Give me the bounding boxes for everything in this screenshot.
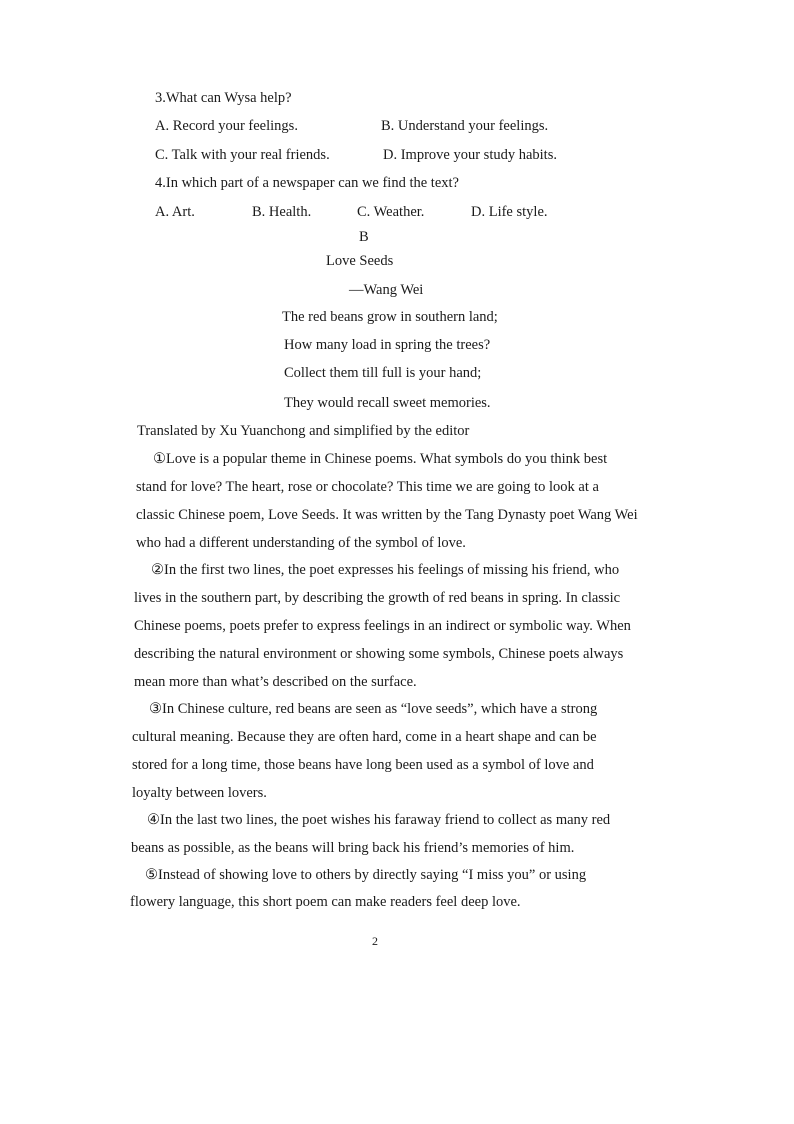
paragraph-5-line-1: ⑤Instead of showing love to others by directly saying “I miss you” or using	[145, 867, 587, 883]
question-4-option-c: C. Weather.	[357, 204, 425, 220]
paragraph-2-line-3: Chinese poems, poets prefer to express feelings in an indirect or symbolic way. When	[134, 618, 631, 634]
question-3-option-b: B. Understand your feelings.	[381, 118, 549, 134]
paragraph-5-line-2: flowery language, this short poem can make readers feel deep love.	[130, 894, 521, 910]
question-3-option-d: D. Improve your study habits.	[383, 147, 557, 163]
question-4-option-b: B. Health.	[252, 204, 312, 220]
question-4-stem: 4.In which part of a newspaper can we find the text?	[155, 175, 459, 191]
question-3-stem: 3.What can Wysa help?	[155, 90, 292, 106]
question-3-option-a: A. Record your feelings.	[155, 118, 298, 134]
question-4-option-d: D. Life style.	[471, 204, 548, 220]
poem-line-1: The red beans grow in southern land;	[282, 309, 498, 325]
paragraph-1-line-4: who had a different understanding of the symbol of love.	[136, 535, 466, 551]
paragraph-2-line-4: describing the natural environment or showing some symbols, Chinese poets always	[134, 646, 624, 662]
paragraph-2-line-1: ②In the first two lines, the poet expresses his feelings of missing his friend, who	[151, 562, 620, 578]
question-3-option-c: C. Talk with your real friends.	[155, 147, 330, 163]
question-4-option-a: A. Art.	[155, 204, 195, 220]
paragraph-3-line-2: cultural meaning. Because they are often hard, come in a heart shape and can be	[132, 729, 597, 745]
paragraph-4-line-1: ④In the last two lines, the poet wishes his faraway friend to collect as many red	[147, 812, 611, 828]
paragraph-3-line-4: loyalty between lovers.	[132, 785, 267, 801]
paragraph-4-line-2: beans as possible, as the beans will bring back his friend’s memories of him.	[131, 840, 575, 856]
poem-line-2: How many load in spring the trees?	[284, 337, 491, 353]
paragraph-1-line-2: stand for love? The heart, rose or chocolate? This time we are going to look at a	[136, 479, 599, 495]
poem-title: Love Seeds	[326, 253, 394, 269]
paragraph-2-line-2: lives in the southern part, by describing the growth of red beans in spring. In classic	[134, 590, 621, 606]
poem-author: —Wang Wei	[349, 282, 424, 298]
translation-note: Translated by Xu Yuanchong and simplified by the editor	[137, 423, 470, 439]
paragraph-1-line-1: ①Love is a popular theme in Chinese poems. What symbols do you think best	[153, 451, 608, 467]
paragraph-3-line-1: ③In Chinese culture, red beans are seen as “love seeds”, which have a strong	[149, 701, 598, 717]
poem-line-3: Collect them till full is your hand;	[284, 365, 482, 381]
paragraph-3-line-3: stored for a long time, those beans have long been used as a symbol of love and	[132, 757, 594, 773]
page-number: 2	[372, 934, 378, 948]
poem-line-4: They would recall sweet memories.	[284, 395, 491, 411]
section-label: B	[359, 229, 369, 245]
paragraph-1-line-3: classic Chinese poem, Love Seeds. It was written by the Tang Dynasty poet Wang Wei	[136, 507, 638, 523]
paragraph-2-line-5: mean more than what’s described on the surface.	[134, 674, 417, 690]
